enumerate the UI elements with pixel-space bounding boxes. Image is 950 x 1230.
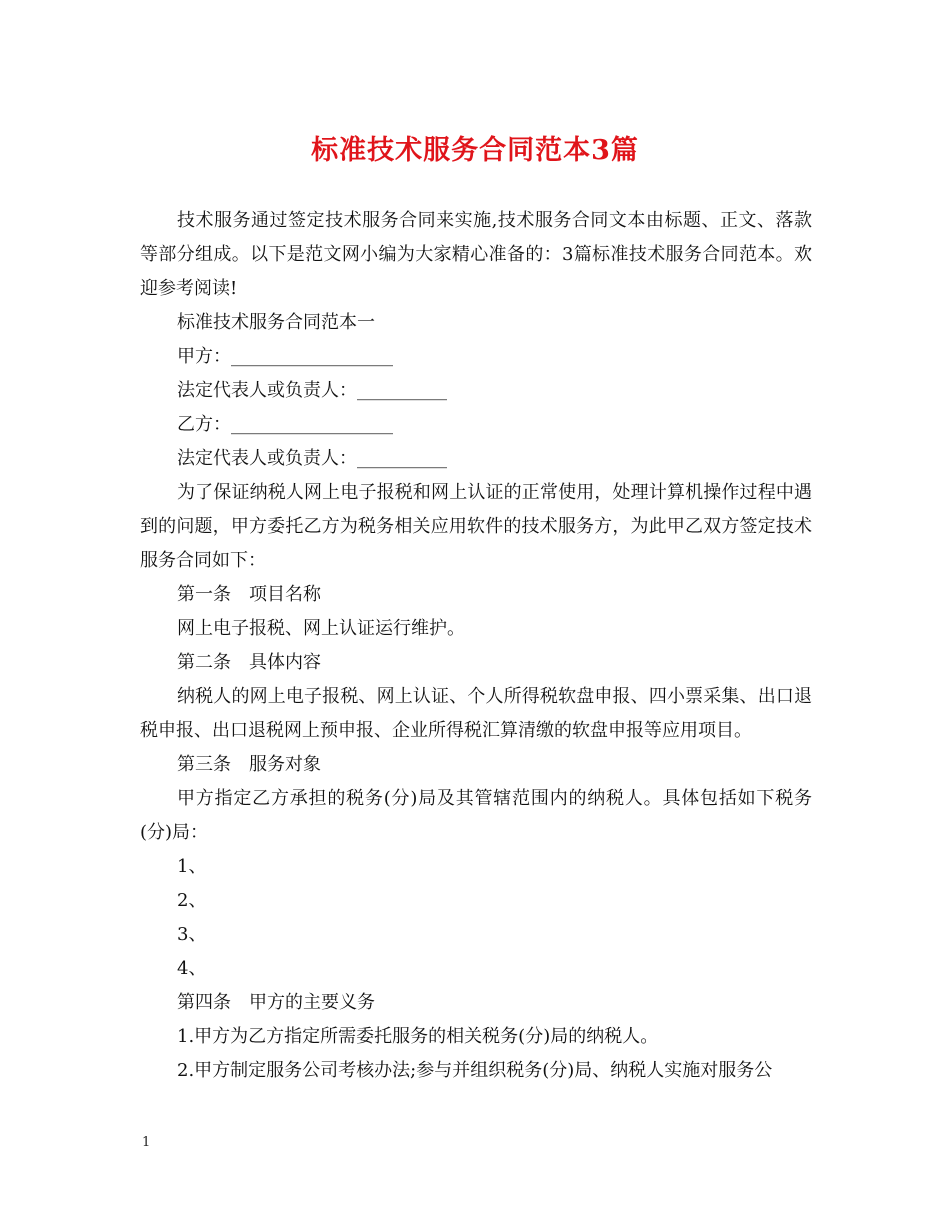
document-body [140, 204, 812, 1088]
party-a-line: 甲方：__________________ [177, 346, 393, 367]
list-item: 1、 [177, 856, 207, 877]
article-1-text: 网上电子报税、网上认证运行维护。 [177, 618, 465, 639]
page-number: 1 [142, 1135, 151, 1150]
article-3-heading: 第三条 服务对象 [177, 754, 321, 775]
article-2-heading: 第二条 具体内容 [177, 652, 321, 673]
intro-paragraph: 技术服务通过签定技术服务合同来实施,技术服务合同文本由标题、正文、落款等部分组成。以下是范文网小编为大家精心准备的：3篇标准技术服务合同范本。欢迎参考阅读! [140, 210, 812, 299]
document-title: 标准技术服务合同范本3篇 [311, 135, 639, 166]
party-b-representative-line: 法定代表人或负责人：__________ [177, 448, 447, 469]
article-2-text: 纳税人的网上电子报税、网上认证、个人所得税软盘申报、四小票采集、出口退税申报、出口退税网上预申报、企业所得税汇算清缴的软盘申报等应用项目。 [140, 686, 812, 741]
article-1-heading: 第一条 项目名称 [177, 584, 321, 605]
list-item: 2、 [177, 890, 207, 911]
party-a-representative-line: 法定代表人或负责人：__________ [177, 380, 447, 401]
list-item: 4、 [177, 958, 207, 979]
article-4-item-2: 2.甲方制定服务公司考核办法;参与并组织税务(分)局、纳税人实施对服务公 [177, 1060, 773, 1081]
section-heading: 标准技术服务合同范本一 [177, 312, 375, 333]
preamble-paragraph: 为了保证纳税人网上电子报税和网上认证的正常使用，处理计算机操作过程中遇到的问题，甲方委托乙方为税务相关应用软件的技术服务方，为此甲乙双方签定技术服务合同如下： [140, 482, 812, 571]
article-4-item-1: 1.甲方为乙方指定所需委托服务的相关税务(分)局的纳税人。 [177, 1026, 659, 1047]
party-b-line: 乙方：__________________ [177, 414, 393, 435]
article-3-text: 甲方指定乙方承担的税务(分)局及其管辖范围内的纳税人。具体包括如下税务(分)局： [140, 788, 812, 843]
article-4-heading: 第四条 甲方的主要义务 [177, 992, 375, 1013]
list-item: 3、 [177, 924, 207, 945]
